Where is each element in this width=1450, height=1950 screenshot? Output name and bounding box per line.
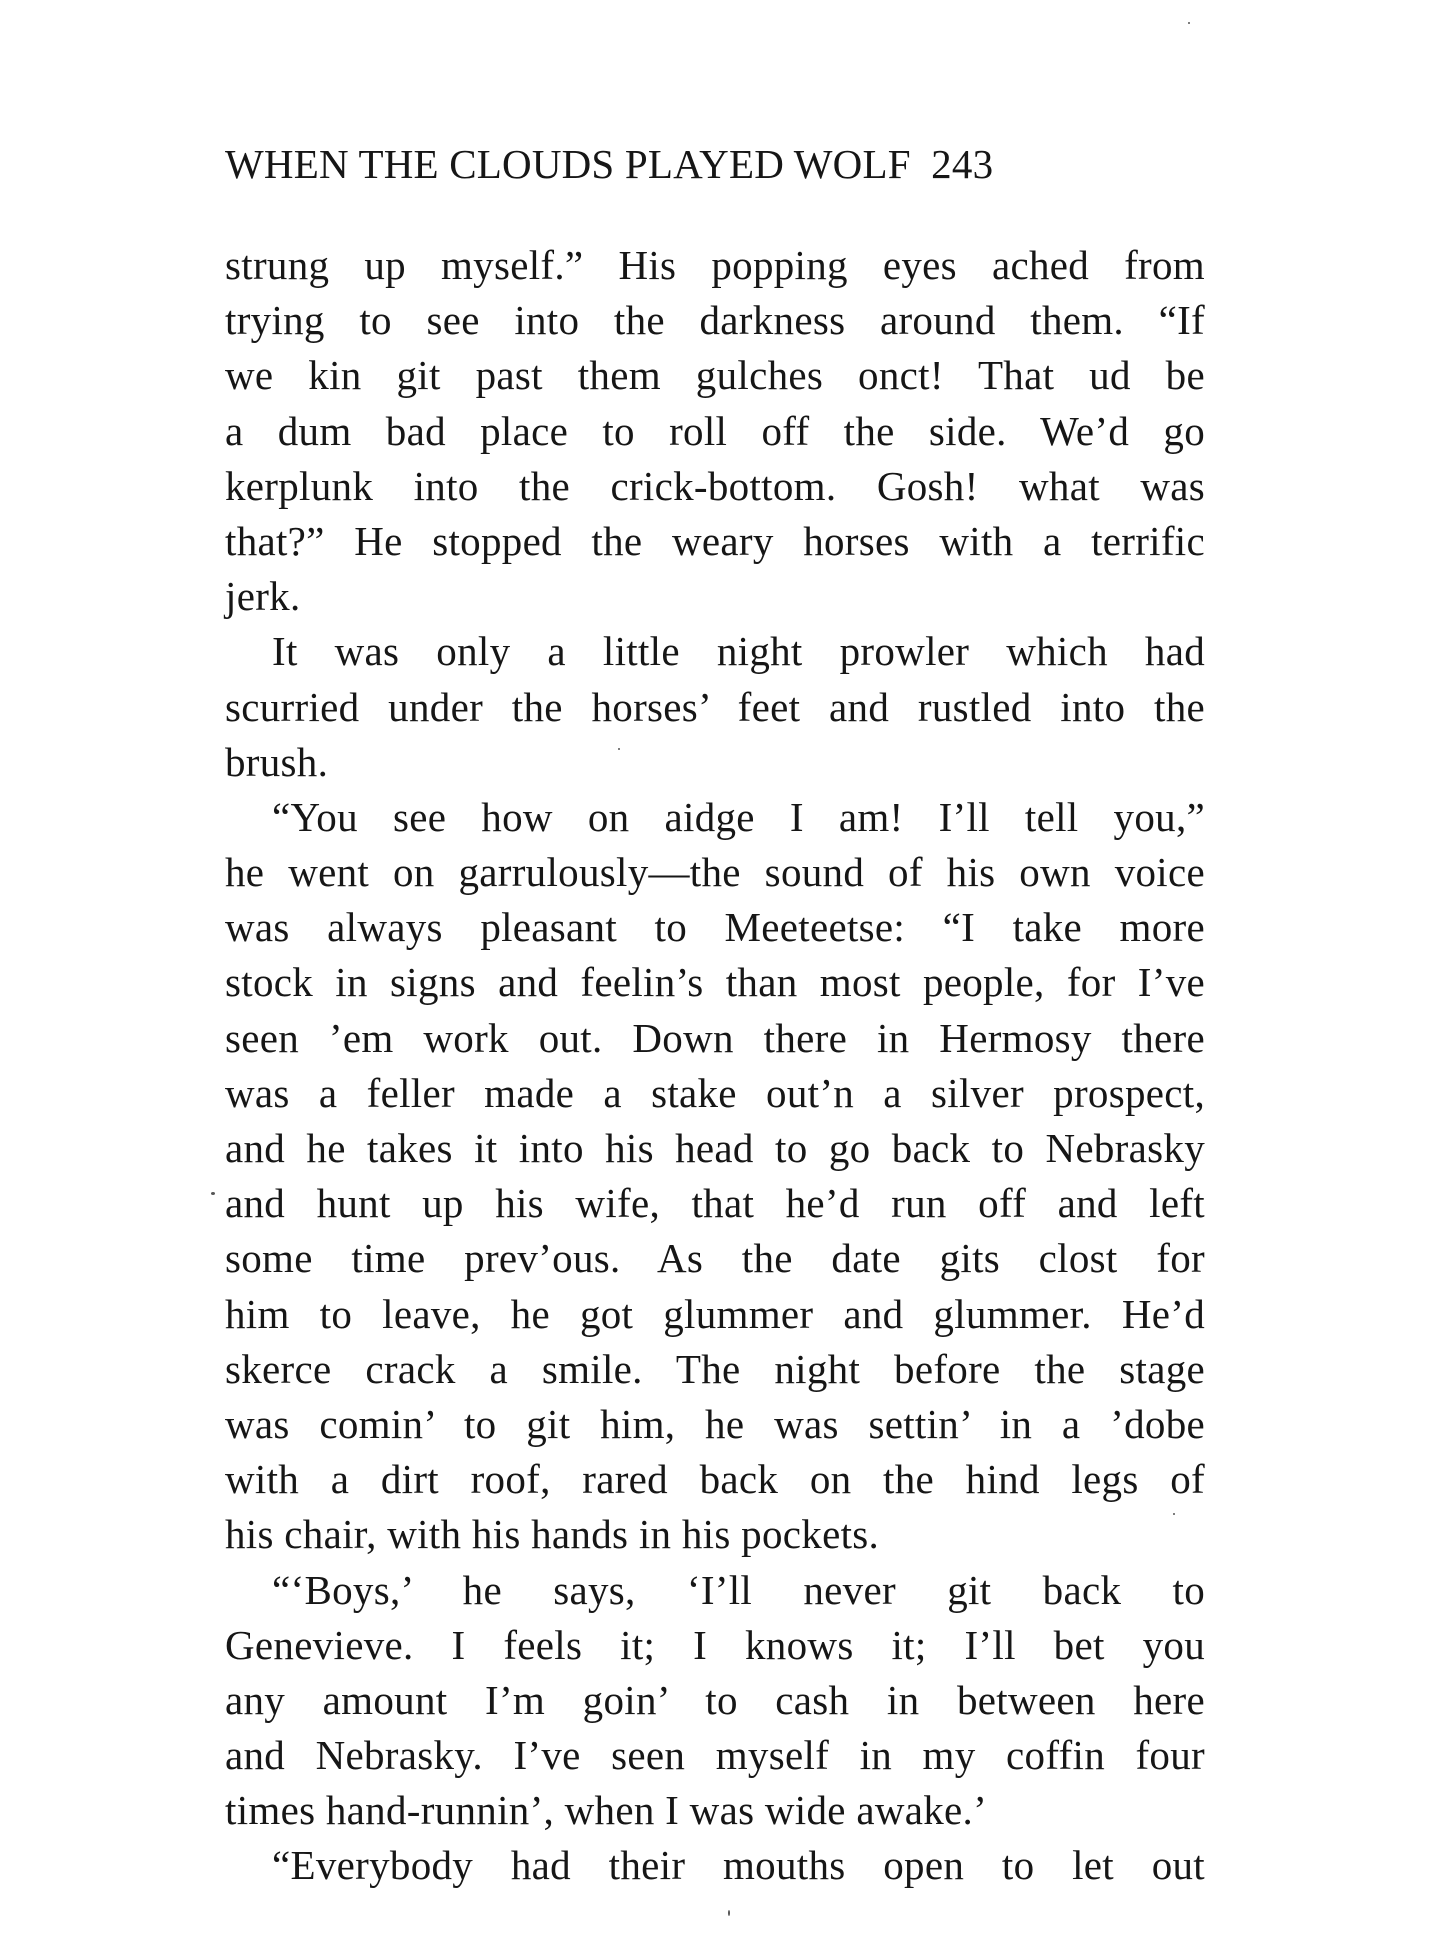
text-line: was always pleasant to Meeteetse: “I take more: [225, 904, 1205, 951]
paragraph: [225, 1838, 1205, 1893]
paragraph: [225, 790, 1205, 1563]
text-line: his chair, with his hands in his pockets.: [225, 1511, 880, 1558]
text-line: It was only a little night prowler which had: [272, 628, 1205, 675]
text-line: “You see how on aidge I am! I’ll tell you,”: [272, 793, 1205, 840]
body-text: [225, 238, 1205, 1894]
paragraph: [225, 624, 1205, 790]
paragraph: [225, 238, 1205, 624]
text-line: stock in signs and feelin’s than most people, for I’ve: [225, 959, 1205, 1006]
text-line: and he takes it into his head to go back to Nebrasky: [225, 1125, 1205, 1171]
text-line: skerce crack a smile. The night before the stage: [225, 1345, 1205, 1392]
text-line: with a dirt roof, rared back on the hind legs of: [225, 1456, 1205, 1503]
text-line: any amount I’m goin’ to cash in between here: [225, 1676, 1205, 1723]
scan-speck: [618, 748, 620, 750]
text-line: strung up myself.” His popping eyes ached from: [225, 242, 1205, 288]
text-line: and Nebrasky. I’ve seen myself in my coffin four: [225, 1732, 1205, 1779]
text-line: a dum bad place to roll off the side. We’d go: [225, 407, 1205, 454]
text-line: “Everybody had their mouths open to let out: [272, 1842, 1205, 1889]
running-title: WHEN THE CLOUDS PLAYED WOLF: [225, 141, 911, 187]
text-line: brush.: [225, 738, 329, 785]
text-line: some time prev’ous. As the date gits clost for: [225, 1235, 1205, 1282]
running-head: [225, 140, 1205, 188]
paragraph: [225, 1563, 1205, 1839]
text-line: jerk.: [225, 573, 301, 620]
scan-speck: [1173, 1513, 1175, 1515]
text-line: scurried under the horses’ feet and rustled into the: [225, 683, 1205, 730]
scan-speck: [1188, 22, 1190, 24]
text-line: kerplunk into the crick-bottom. Gosh! what was: [225, 462, 1205, 509]
text-line: seen ’em work out. Down there in Hermosy there: [225, 1014, 1205, 1061]
text-line: we kin git past them gulches onct! That ud be: [225, 352, 1205, 399]
text-line: times hand-runnin’, when I was wide awake.’: [225, 1787, 988, 1834]
text-line: that?” He stopped the weary horses with a terrific: [225, 517, 1205, 564]
text-line: he went on garrulously—the sound of his own voice: [225, 849, 1205, 896]
scan-speck: [728, 1910, 730, 1916]
text-line: Genevieve. I feels it; I knows it; I’ll bet you: [225, 1621, 1205, 1668]
text-line: and hunt up his wife, that he’d run off and left: [225, 1180, 1205, 1227]
page-number: 243: [931, 141, 994, 187]
text-line: was a feller made a stake out’n a silver prospect,: [225, 1069, 1205, 1116]
text-line: him to leave, he got glummer and glummer. He’d: [225, 1290, 1205, 1337]
text-line: trying to see into the darkness around them. “If: [225, 297, 1205, 344]
text-line: “‘Boys,’ he says, ‘I’ll never git back to: [272, 1566, 1205, 1613]
text-line: was comin’ to git him, he was settin’ in a ’dobe: [225, 1400, 1205, 1447]
scan-speck: [211, 1192, 215, 1195]
